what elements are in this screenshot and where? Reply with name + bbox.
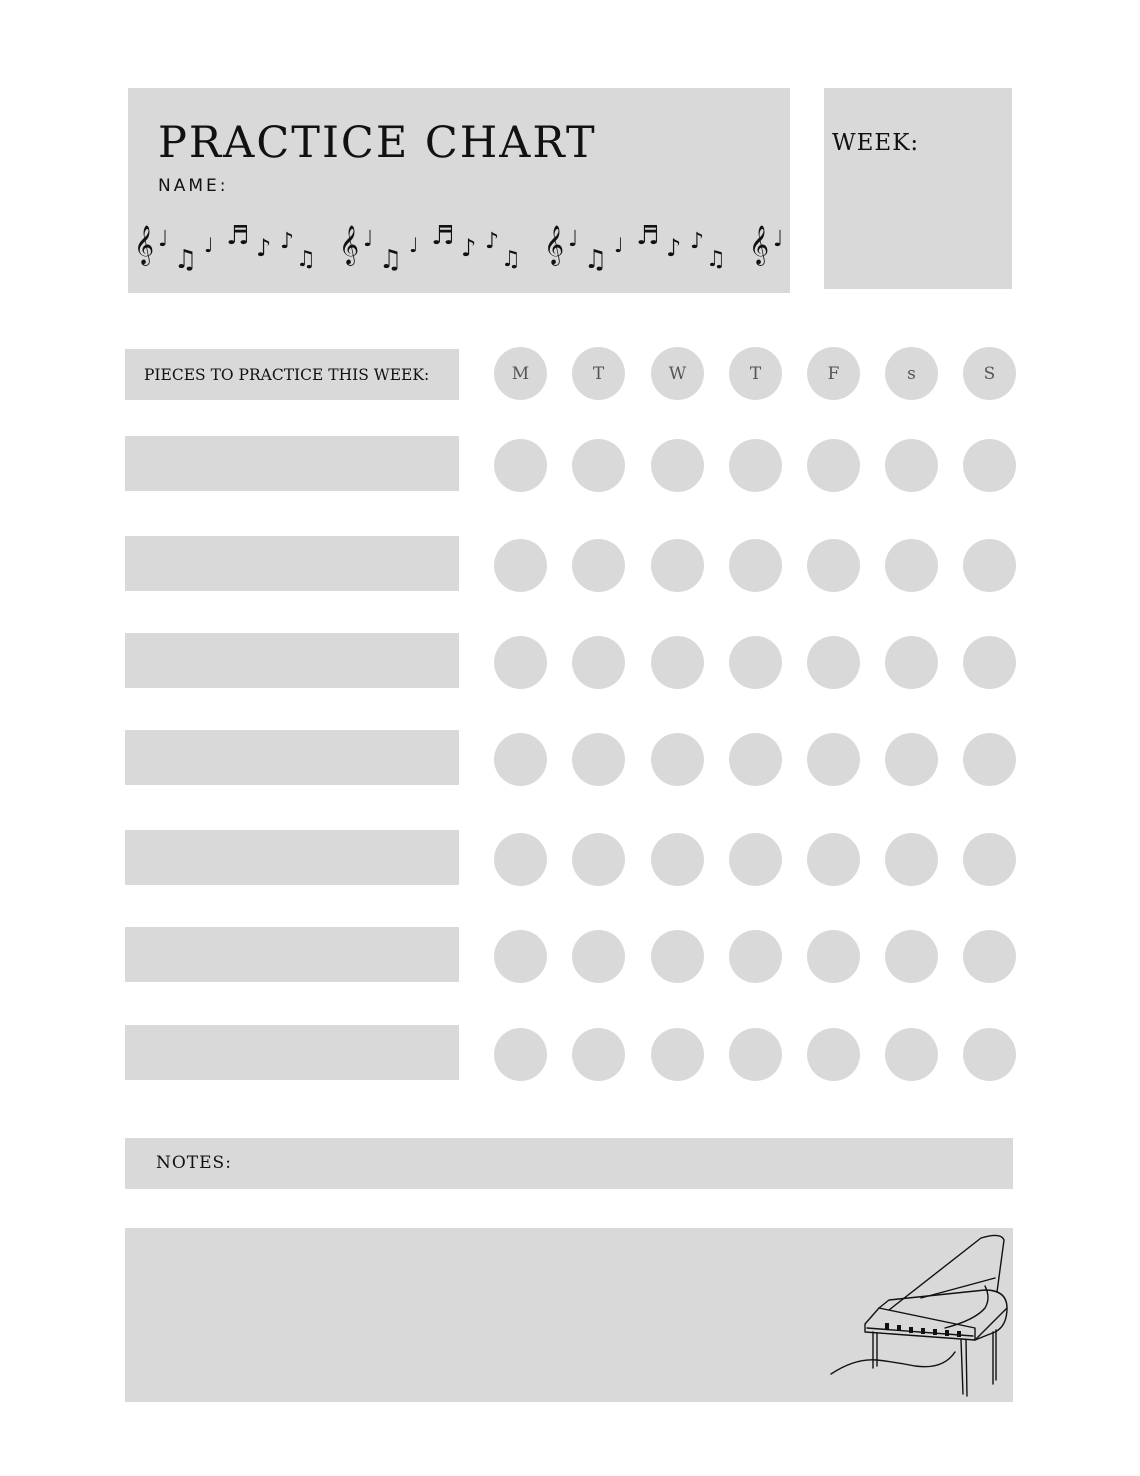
practice-check-circle[interactable] bbox=[807, 439, 860, 492]
title-panel bbox=[128, 88, 790, 293]
practice-check-circle[interactable] bbox=[651, 833, 704, 886]
practice-check-circle[interactable] bbox=[963, 539, 1016, 592]
practice-check-circle[interactable] bbox=[651, 439, 704, 492]
practice-check-circle[interactable] bbox=[807, 930, 860, 983]
music-notes-border-icon bbox=[128, 206, 790, 276]
svg-text:♩: ♩ bbox=[204, 233, 214, 257]
svg-text:♩: ♩ bbox=[773, 227, 784, 252]
practice-check-circle[interactable] bbox=[885, 833, 938, 886]
practice-check-circle[interactable] bbox=[963, 1028, 1016, 1081]
practice-check-circle[interactable] bbox=[885, 636, 938, 689]
practice-check-circle[interactable] bbox=[494, 539, 547, 592]
practice-check-circle[interactable] bbox=[729, 1028, 782, 1081]
practice-check-circle[interactable] bbox=[963, 833, 1016, 886]
svg-text:♪: ♪ bbox=[256, 234, 272, 262]
svg-text:♩: ♩ bbox=[158, 227, 169, 252]
svg-text:♩: ♩ bbox=[614, 233, 624, 257]
day-header: W bbox=[651, 347, 704, 400]
piece-input[interactable] bbox=[125, 927, 459, 982]
day-header: T bbox=[572, 347, 625, 400]
svg-text:♫: ♫ bbox=[174, 245, 198, 275]
practice-check-circle[interactable] bbox=[963, 636, 1016, 689]
practice-check-circle[interactable] bbox=[572, 733, 625, 786]
practice-check-circle[interactable] bbox=[885, 539, 938, 592]
piece-input[interactable] bbox=[125, 536, 459, 591]
name-label: NAME: bbox=[158, 176, 229, 196]
pieces-header-label: PIECES TO PRACTICE THIS WEEK: bbox=[144, 365, 430, 384]
svg-text:♪: ♪ bbox=[690, 229, 705, 254]
practice-check-circle[interactable] bbox=[729, 930, 782, 983]
svg-text:♬: ♬ bbox=[431, 221, 455, 251]
svg-text:♪: ♪ bbox=[280, 229, 295, 254]
practice-check-circle[interactable] bbox=[572, 1028, 625, 1081]
practice-check-circle[interactable] bbox=[729, 539, 782, 592]
piece-input[interactable] bbox=[125, 633, 459, 688]
svg-text:♬: ♬ bbox=[226, 221, 250, 251]
svg-text:♫: ♫ bbox=[501, 247, 521, 272]
practice-check-circle[interactable] bbox=[572, 636, 625, 689]
svg-text:♫: ♫ bbox=[584, 245, 608, 275]
practice-check-circle[interactable] bbox=[807, 539, 860, 592]
piece-input[interactable] bbox=[125, 830, 459, 885]
practice-check-circle[interactable] bbox=[885, 439, 938, 492]
practice-check-circle[interactable] bbox=[963, 930, 1016, 983]
svg-text:♬: ♬ bbox=[636, 221, 660, 251]
practice-check-circle[interactable] bbox=[572, 833, 625, 886]
practice-check-circle[interactable] bbox=[807, 636, 860, 689]
grand-piano-icon bbox=[825, 1228, 1013, 1402]
practice-check-circle[interactable] bbox=[651, 1028, 704, 1081]
practice-check-circle[interactable] bbox=[885, 1028, 938, 1081]
day-header: F bbox=[807, 347, 860, 400]
svg-text:𝄞: 𝄞 bbox=[134, 225, 155, 265]
notes-label: NOTES: bbox=[156, 1153, 232, 1173]
practice-check-circle[interactable] bbox=[729, 439, 782, 492]
svg-text:♩: ♩ bbox=[409, 233, 419, 257]
svg-text:♩: ♩ bbox=[363, 227, 374, 252]
practice-check-circle[interactable] bbox=[729, 833, 782, 886]
practice-check-circle[interactable] bbox=[494, 833, 547, 886]
svg-text:♪: ♪ bbox=[461, 234, 477, 262]
page-title: PRACTICE CHART bbox=[158, 118, 597, 168]
practice-check-circle[interactable] bbox=[807, 1028, 860, 1081]
practice-check-circle[interactable] bbox=[963, 439, 1016, 492]
day-header: M bbox=[494, 347, 547, 400]
practice-check-circle[interactable] bbox=[885, 930, 938, 983]
day-header: S bbox=[963, 347, 1016, 400]
practice-check-circle[interactable] bbox=[494, 636, 547, 689]
practice-check-circle[interactable] bbox=[963, 733, 1016, 786]
practice-check-circle[interactable] bbox=[807, 833, 860, 886]
svg-text:♫: ♫ bbox=[296, 247, 316, 272]
practice-check-circle[interactable] bbox=[494, 439, 547, 492]
day-header: s bbox=[885, 347, 938, 400]
practice-check-circle[interactable] bbox=[494, 733, 547, 786]
practice-check-circle[interactable] bbox=[885, 733, 938, 786]
practice-check-circle[interactable] bbox=[572, 539, 625, 592]
svg-text:♫: ♫ bbox=[706, 247, 726, 272]
practice-check-circle[interactable] bbox=[729, 636, 782, 689]
week-panel bbox=[824, 88, 1012, 289]
pieces-header bbox=[125, 349, 459, 400]
practice-check-circle[interactable] bbox=[807, 733, 860, 786]
week-label: WEEK: bbox=[832, 130, 920, 156]
svg-text:𝄞: 𝄞 bbox=[544, 225, 565, 265]
practice-check-circle[interactable] bbox=[651, 539, 704, 592]
svg-text:♫: ♫ bbox=[379, 245, 403, 275]
day-header: T bbox=[729, 347, 782, 400]
notes-header bbox=[125, 1138, 1013, 1189]
svg-text:♪: ♪ bbox=[485, 229, 500, 254]
practice-check-circle[interactable] bbox=[651, 733, 704, 786]
practice-check-circle[interactable] bbox=[651, 930, 704, 983]
piece-input[interactable] bbox=[125, 730, 459, 785]
practice-check-circle[interactable] bbox=[494, 930, 547, 983]
piece-input[interactable] bbox=[125, 436, 459, 491]
piece-input[interactable] bbox=[125, 1025, 459, 1080]
svg-text:♪: ♪ bbox=[666, 234, 682, 262]
svg-text:𝄞: 𝄞 bbox=[749, 225, 770, 265]
practice-check-circle[interactable] bbox=[651, 636, 704, 689]
svg-text:𝄞: 𝄞 bbox=[339, 225, 360, 265]
practice-check-circle[interactable] bbox=[729, 733, 782, 786]
practice-check-circle[interactable] bbox=[572, 439, 625, 492]
notes-area[interactable] bbox=[125, 1228, 1013, 1402]
practice-check-circle[interactable] bbox=[572, 930, 625, 983]
practice-check-circle[interactable] bbox=[494, 1028, 547, 1081]
svg-text:♩: ♩ bbox=[568, 227, 579, 252]
